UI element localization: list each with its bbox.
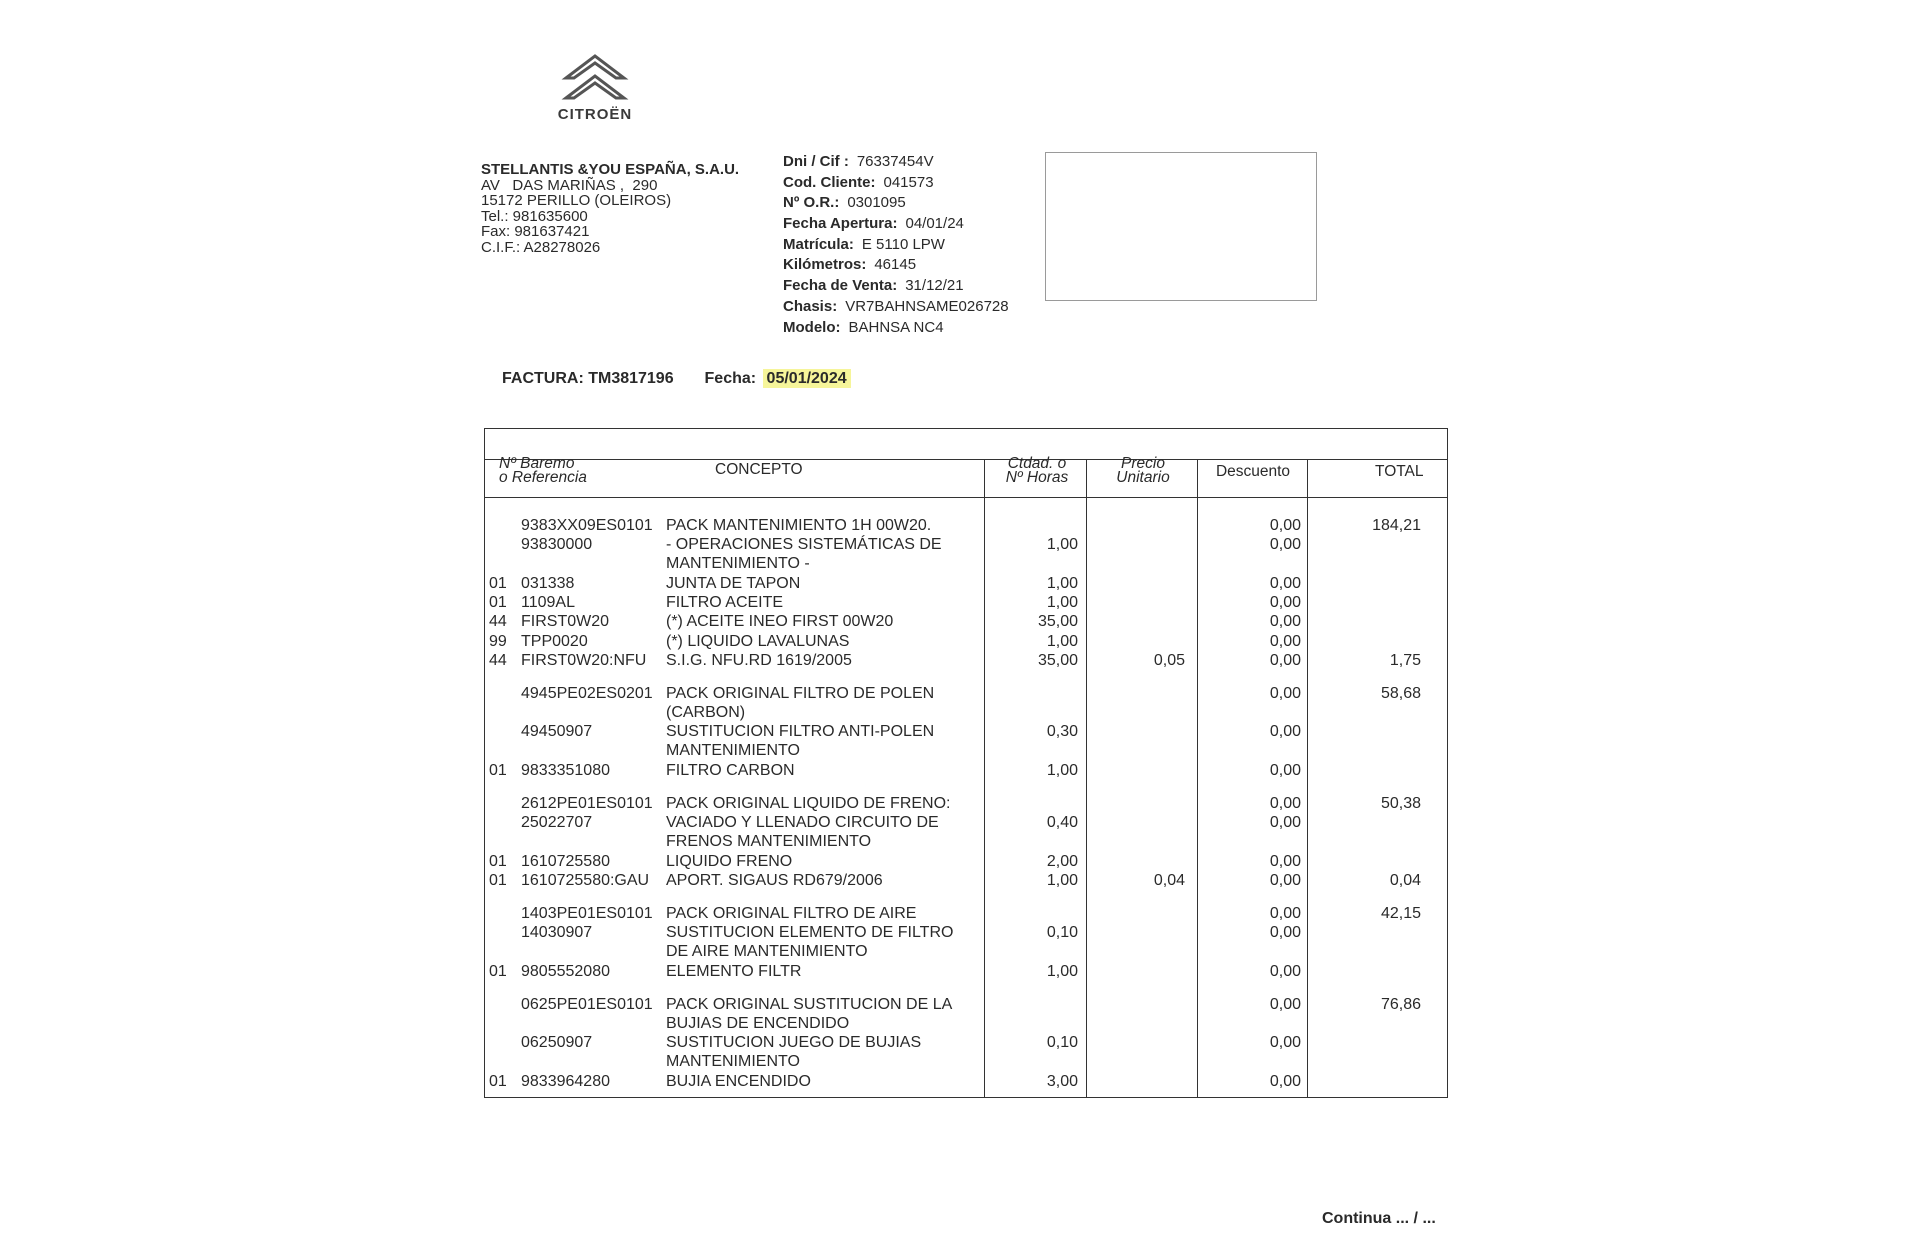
table-row — [485, 795, 1447, 814]
cell-unit-price: 0,04 — [1153, 872, 1185, 889]
cell-discount: 0,00 — [1269, 575, 1301, 592]
table-row — [485, 685, 1447, 704]
cell-reference: TPP0020 — [521, 633, 588, 650]
cell-reference: 9833964280 — [521, 1073, 610, 1090]
cell-concept: SUSTITUCION JUEGO DE BUJIAS — [666, 1034, 922, 1051]
company-info — [481, 162, 739, 255]
meta-row — [783, 215, 1009, 236]
cell-discount: 0,00 — [1269, 795, 1301, 812]
cell-discount: 0,00 — [1269, 594, 1301, 611]
cell-concept: PACK MANTENIMIENTO 1H 00W20. — [666, 517, 932, 534]
table-row — [485, 555, 1447, 574]
cell-code: 44 — [489, 613, 507, 630]
cell-discount: 0,00 — [1269, 536, 1301, 553]
cell-concept: ELEMENTO FILTR — [666, 963, 802, 980]
cell-concept: SUSTITUCION FILTRO ANTI-POLEN — [666, 723, 935, 740]
header-qty-line1: Ctdad. o — [1007, 455, 1067, 472]
cell-code: 01 — [489, 575, 507, 592]
meta-value: 041573 — [883, 173, 934, 191]
meta-row — [783, 174, 1009, 195]
meta-row — [783, 277, 1009, 298]
cell-discount: 0,00 — [1269, 613, 1301, 630]
cell-reference: 49450907 — [521, 723, 593, 740]
cell-reference: 1109AL — [521, 594, 575, 611]
meta-value: VR7BAHNSAME026728 — [845, 297, 1009, 315]
table-row — [485, 1073, 1447, 1092]
cell-discount: 0,00 — [1269, 963, 1301, 980]
company-name: STELLANTIS &YOU ESPAÑA, S.A.U. — [481, 161, 740, 178]
cell-discount: 0,00 — [1269, 685, 1301, 702]
meta-value: 0301095 — [847, 194, 906, 212]
cell-quantity: 1,00 — [1046, 633, 1078, 650]
cell-quantity: 35,00 — [1037, 652, 1078, 669]
cell-concept: VACIADO Y LLENADO CIRCUITO DE — [666, 814, 939, 831]
cell-total: 0,04 — [1389, 872, 1421, 889]
address-window-box — [1045, 152, 1317, 301]
cell-concept: BUJIA ENCENDIDO — [666, 1073, 811, 1090]
cell-quantity: 0,30 — [1046, 723, 1078, 740]
table-row — [485, 814, 1447, 833]
cell-total: 184,21 — [1372, 517, 1421, 534]
cell-reference: FIRST0W20 — [521, 613, 610, 630]
cell-reference: 9383XX09ES0101 — [521, 517, 653, 534]
cell-concept: (CARBON) — [666, 704, 746, 721]
cell-reference: 1610725580:GAU — [521, 872, 650, 889]
meta-label: Kilómetros: — [783, 256, 867, 274]
header-price-line1: Precio — [1121, 455, 1165, 472]
cell-quantity: 1,00 — [1046, 963, 1078, 980]
header-total: TOTAL — [1375, 463, 1424, 480]
cell-discount: 0,00 — [1269, 905, 1301, 922]
cell-discount: 0,00 — [1269, 814, 1301, 831]
cell-quantity: 3,00 — [1046, 1073, 1078, 1090]
cell-discount: 0,00 — [1269, 1073, 1301, 1090]
meta-label: Matrícula: — [783, 235, 854, 253]
table-row — [485, 963, 1447, 982]
table-row — [485, 1015, 1447, 1034]
cell-concept: LIQUIDO FRENO — [666, 853, 793, 870]
cell-reference: 9833351080 — [521, 762, 610, 779]
cell-total: 1,75 — [1389, 652, 1421, 669]
cell-quantity: 0,40 — [1046, 814, 1078, 831]
meta-row — [783, 298, 1009, 319]
header-ref-line1: Nº Baremo — [499, 455, 575, 472]
cell-total: 50,38 — [1380, 795, 1421, 812]
table-row — [485, 723, 1447, 742]
table-row — [485, 1034, 1447, 1053]
meta-row — [783, 256, 1009, 277]
cell-discount: 0,00 — [1269, 853, 1301, 870]
cell-quantity: 1,00 — [1046, 762, 1078, 779]
cell-concept: MANTENIMIENTO — [666, 742, 800, 759]
cell-concept: JUNTA DE TAPON — [666, 575, 801, 592]
meta-value: 04/01/24 — [905, 215, 964, 233]
cell-code: 01 — [489, 762, 507, 779]
cell-concept: MANTENIMIENTO - — [666, 555, 810, 572]
cell-concept: (*) ACEITE INEO FIRST 00W20 — [666, 613, 894, 630]
cell-quantity: 0,10 — [1046, 924, 1078, 941]
cell-concept: FRENOS MANTENIMIENTO — [666, 833, 872, 850]
meta-label: Fecha de Venta: — [783, 277, 898, 295]
meta-row — [783, 319, 1009, 340]
cell-code: 44 — [489, 652, 507, 669]
brand-name: CITROËN — [557, 106, 633, 123]
cell-discount: 0,00 — [1269, 652, 1301, 669]
company-address-1: AV DAS MARIÑAS , 290 — [481, 176, 658, 194]
meta-value: 76337454V — [856, 153, 934, 170]
cell-reference: 2612PE01ES0101 — [521, 795, 653, 812]
cell-quantity: 1,00 — [1046, 575, 1078, 592]
cell-quantity: 0,10 — [1046, 1034, 1078, 1051]
table-row — [485, 613, 1447, 632]
cell-concept: - OPERACIONES SISTEMÁTICAS DE — [666, 536, 942, 553]
cell-concept: PACK ORIGINAL SUSTITUCION DE LA — [666, 996, 953, 1013]
table-row — [485, 594, 1447, 613]
meta-row — [783, 194, 1009, 215]
brand-logo — [540, 48, 650, 123]
table-divider — [485, 459, 1447, 460]
meta-label: Modelo: — [783, 318, 841, 336]
header-price — [1105, 457, 1181, 485]
cell-discount: 0,00 — [1269, 633, 1301, 650]
company-address-2: 15172 PERILLO (OLEIROS) — [481, 192, 672, 209]
cell-reference: 06250907 — [521, 1034, 593, 1051]
cell-concept: S.I.G. NFU.RD 1619/2005 — [666, 652, 852, 669]
meta-row — [783, 153, 1009, 174]
header-discount: Descuento — [1215, 463, 1291, 480]
cell-code: 01 — [489, 872, 507, 889]
cell-reference: 1610725580 — [521, 853, 610, 870]
invoice-number: FACTURA: TM3817196 — [502, 370, 674, 387]
cell-discount: 0,00 — [1269, 1034, 1301, 1051]
invoice-date-label: Fecha: — [704, 370, 757, 387]
table-row — [485, 704, 1447, 723]
meta-value: 31/12/21 — [905, 277, 964, 295]
cell-reference: 25022707 — [521, 814, 593, 831]
table-row — [485, 943, 1447, 962]
cell-concept: BUJIAS DE ENCENDIDO — [666, 1015, 850, 1032]
company-tel: Tel.: 981635600 — [481, 207, 588, 225]
cell-concept: PACK ORIGINAL FILTRO DE POLEN — [666, 685, 935, 702]
cell-quantity: 2,00 — [1046, 853, 1078, 870]
cell-discount: 0,00 — [1269, 723, 1301, 740]
meta-label: Nº O.R.: — [783, 194, 840, 212]
table-row — [485, 853, 1447, 872]
cell-reference: 0625PE01ES0101 — [521, 996, 653, 1013]
table-row — [485, 1053, 1447, 1072]
cell-concept: FILTRO CARBON — [666, 762, 795, 779]
table-row — [485, 996, 1447, 1015]
cell-quantity: 1,00 — [1046, 536, 1078, 553]
cell-total: 42,15 — [1380, 905, 1421, 922]
table-row — [485, 833, 1447, 852]
table-row — [485, 575, 1447, 594]
cell-reference: 1403PE01ES0101 — [521, 905, 653, 922]
header-ref-line2: o Referencia — [499, 469, 587, 486]
cell-quantity: 1,00 — [1046, 594, 1078, 611]
cell-reference: 9805552080 — [521, 963, 610, 980]
header-price-line2: Unitario — [1116, 469, 1170, 486]
cell-code: 99 — [489, 633, 507, 650]
company-fax: Fax: 981637421 — [481, 223, 590, 240]
cell-discount: 0,00 — [1269, 996, 1301, 1013]
cell-unit-price: 0,05 — [1153, 652, 1185, 669]
header-concept: CONCEPTO — [715, 461, 803, 478]
table-row — [485, 652, 1447, 671]
cell-concept: MANTENIMIENTO — [666, 1053, 800, 1070]
meta-value: E 5110 LPW — [861, 235, 945, 253]
cell-concept: APORT. SIGAUS RD679/2006 — [666, 872, 883, 889]
meta-label: Chasis: — [783, 297, 838, 315]
table-row — [485, 924, 1447, 943]
continue-note: Continua ... / ... — [1322, 1210, 1436, 1227]
company-cif: C.I.F.: A28278026 — [481, 238, 601, 256]
invoice-table — [484, 428, 1448, 1098]
cell-total: 58,68 — [1380, 685, 1421, 702]
cell-code: 01 — [489, 1073, 507, 1090]
cell-discount: 0,00 — [1269, 924, 1301, 941]
meta-value: 46145 — [874, 256, 917, 274]
table-row — [485, 872, 1447, 891]
cell-reference: 14030907 — [521, 924, 593, 941]
cell-reference: 031338 — [521, 575, 575, 592]
table-row — [485, 742, 1447, 761]
cell-concept: DE AIRE MANTENIMIENTO — [666, 943, 868, 960]
table-row — [485, 762, 1447, 781]
meta-label: Fecha Apertura: — [783, 215, 898, 233]
cell-concept: FILTRO ACEITE — [666, 594, 784, 611]
table-row — [485, 517, 1447, 536]
meta-row — [783, 236, 1009, 257]
invoice-header — [502, 370, 851, 388]
cell-concept: SUSTITUCION ELEMENTO DE FILTRO — [666, 924, 954, 941]
invoice-date: 05/01/2024 — [763, 369, 851, 388]
header-ref — [499, 457, 587, 485]
cell-concept: (*) LIQUIDO LAVALUNAS — [666, 633, 850, 650]
cell-code: 01 — [489, 594, 507, 611]
citroen-chevron-icon — [560, 48, 630, 104]
cell-quantity: 35,00 — [1037, 613, 1078, 630]
cell-reference: 4945PE02ES0201 — [521, 685, 653, 702]
cell-total: 76,86 — [1380, 996, 1421, 1013]
invoice-meta — [783, 153, 1009, 339]
table-divider — [485, 497, 1447, 498]
table-row — [485, 536, 1447, 555]
cell-concept: PACK ORIGINAL LIQUIDO DE FRENO: — [666, 795, 951, 812]
cell-discount: 0,00 — [1269, 517, 1301, 534]
table-row — [485, 633, 1447, 652]
cell-code: 01 — [489, 853, 507, 870]
header-qty-line2: Nº Horas — [1005, 469, 1069, 486]
cell-code: 01 — [489, 963, 507, 980]
header-qty — [1005, 457, 1069, 485]
meta-label: Cod. Cliente: — [783, 173, 876, 191]
cell-reference: FIRST0W20:NFU — [521, 652, 647, 669]
cell-discount: 0,00 — [1269, 872, 1301, 889]
meta-value: BAHNSA NC4 — [848, 318, 944, 336]
table-row — [485, 905, 1447, 924]
meta-label: Dni / Cif : — [783, 153, 849, 170]
cell-reference: 93830000 — [521, 536, 593, 553]
cell-concept: PACK ORIGINAL FILTRO DE AIRE — [666, 905, 917, 922]
cell-quantity: 1,00 — [1046, 872, 1078, 889]
cell-discount: 0,00 — [1269, 762, 1301, 779]
